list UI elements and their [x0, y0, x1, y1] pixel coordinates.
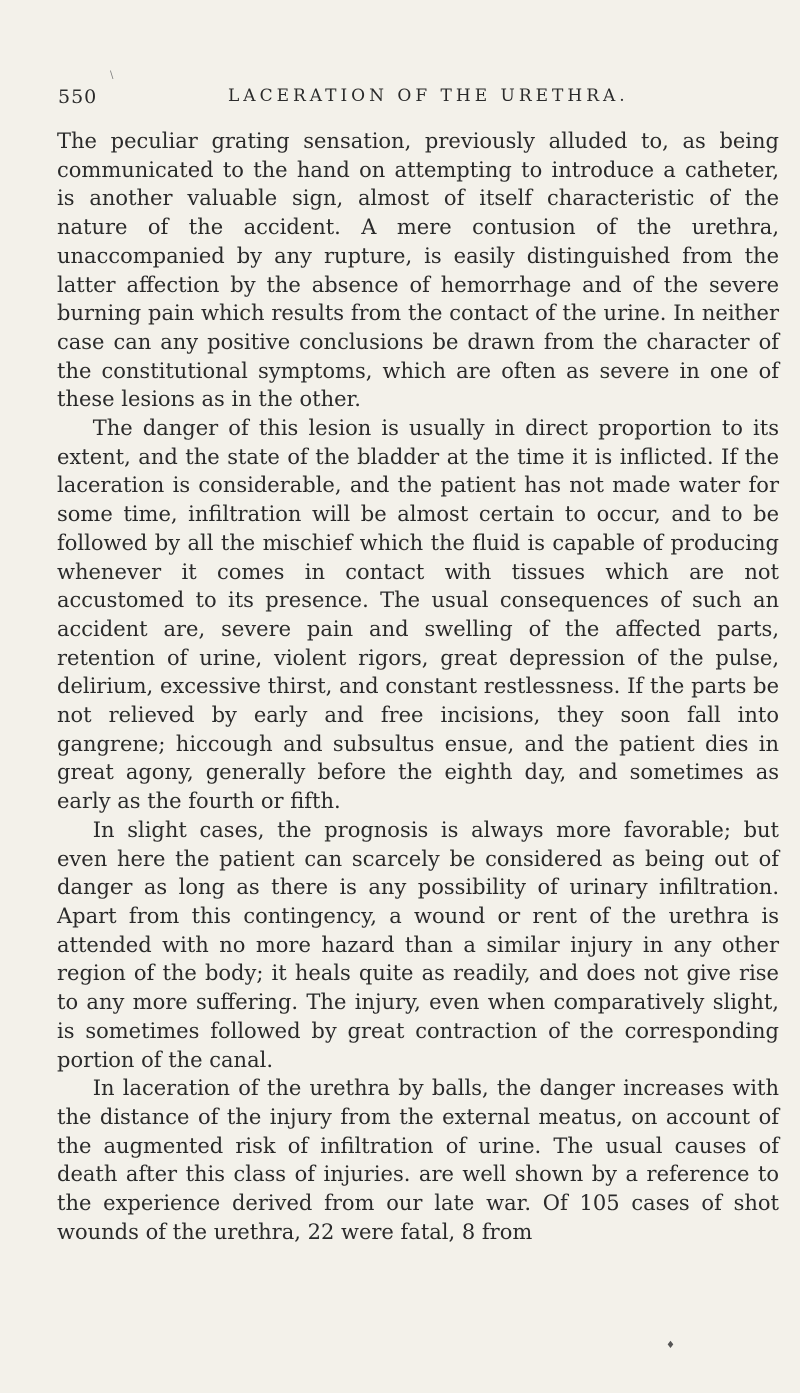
running-head [58, 86, 778, 116]
running-title: LACERATION OF THE URETHRA. [228, 86, 629, 106]
body-text [57, 127, 779, 1246]
paragraph: In slight cases, the prognosis is always more favorable; but even here the patient can scarcely be considered as being out of danger as long as there is any possibility of urinary infiltration. Apart from this contingency, a wound or rent of the urethra is attended with no more hazard than a similar injury in any other region of the body; it heals quite as readily, and does not give rise to any more suffering. The injury, even when comparatively slight, is sometimes followed by great contraction of the corresponding portion of the canal. [57, 817, 779, 1072]
margin-mark: \ [110, 70, 114, 81]
paragraph: The danger of this lesion is usually in direct proportion to its extent, and the state of the bladder at the time it is inflicted. If the laceration is considerable, and the patient has not made water for some time, infiltration will be almost certain to occur, and to be followed by all the mischief which the fluid is capable of producing whenever it comes in contact with tissues which are not accustomed to its presence. The usual consequences of such an accident are, severe pain and swelling of the affected parts, retention of urine, violent rigors, great depression of the pulse, delirium, excessive thirst, and constant restlessness. If the parts be not relieved by early and free incisions, they soon fall into gangrene; hiccough and subsultus ensue, and the patient dies in great agony, generally before the eighth day, and sometimes as early as the fourth or fifth. [57, 416, 779, 814]
page-number: 550 [58, 86, 98, 108]
paragraph: In laceration of the urethra by balls, the danger increases with the distance of the injury from the external meatus, on account of the augmented risk of infiltration of urine. The usual causes of death after this class of injuries. are well shown by a reference to the experience derived from our late war. Of 105 cases of shot wounds of the urethra, 22 were fatal, 8 from [57, 1076, 779, 1244]
bottom-mark: ♦ [666, 1340, 675, 1351]
paragraph: The peculiar grating sensation, previously alluded to, as being communicated to the hand on attempting to introduce a catheter, is another valuable sign, almost of itself characteristic of the nature of the accident. A mere contusion of the urethra, unaccompanied by any rupture, is easily distinguished from the latter affection by the absence of hemorrhage and of the severe burning pain which results from the contact of the urine. In neither case can any positive conclusions be drawn from the character of the constitutional symptoms, which are often as severe in one of these lesions as in the other. [57, 129, 779, 412]
